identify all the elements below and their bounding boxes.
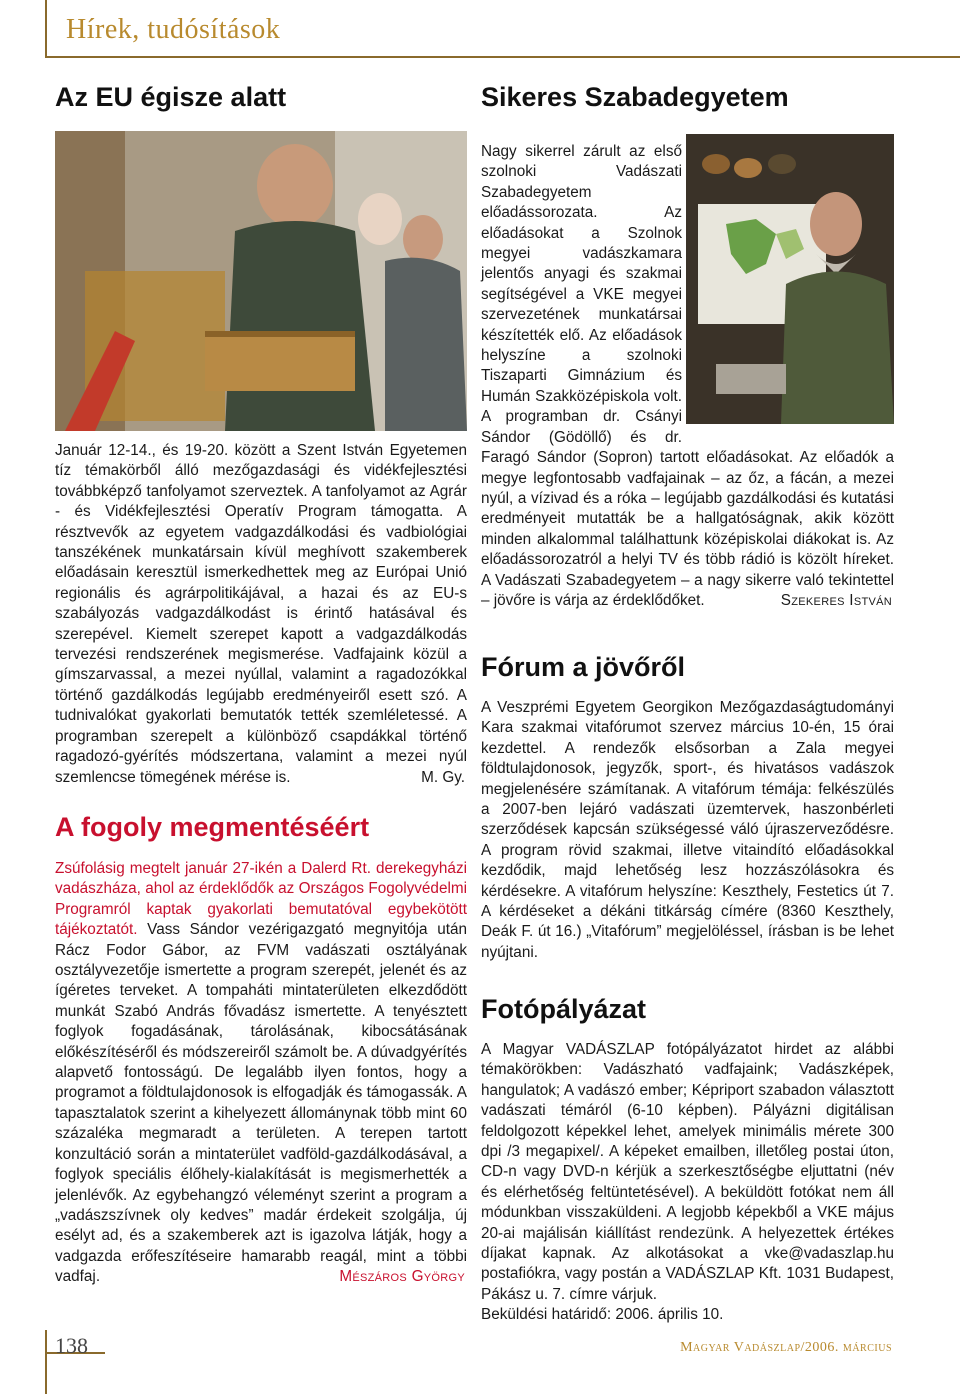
page-number: 138 [55,1333,88,1358]
eu-article-text: Január 12-14., és 19-20. között a Szent István Egyetemen tíz témakörből álló mezőgazdasági és vidékfejlesztési továbbképző tanfolyamot szerveztek. A tanfolyamot az Agrár - és Vidékfejlesztési Operatív Program támogatta. A résztvevők az egyetem vadgazdálkodási és vadbiológiai tanszékének munkatársain kívül meghívott szakemberek előadásain keresztül ismerkedhettek meg az Európai Unió regionális és agrárpolitikájával, a hazai és az EU-s szabályozás vadgazdálkodást is érintő hatásával és szerepével. Kiemelt szerepet kapott a vadgazdálkodás tervezési rendszerének megismerése. Vadfajaink közül a gímszarvassal, a mezei nyúllal, valamint a ragadozókkal történő gazdálkodás legújabb eredményeiről esett szó. A tudnivalókat gyakorlati bemutatók tették szemléletessé. A programban szerepelt a különböző csapdákkal történő ragadozó-gyérítés módszertana, valamint a mezei nyúl szemlencse tömegének mérése is. [55,442,467,786]
szabadegyetem-article-title: Sikeres Szabadegyetem [481,82,789,112]
fogoly-article-body [55,859,467,1288]
eu-article-body [55,441,467,788]
photo-float-spacer [682,142,894,438]
forum-article-title: Fórum a jövőről [481,652,686,682]
fogoly-article-title: A fogoly megmentéséért [55,812,370,842]
footer-publication: Magyar Vadászlap/2006. március [680,1340,892,1355]
eu-article-signature: M. Gy. [421,768,465,786]
foto-article-title: Fotópályázat [481,994,647,1024]
foto-article-text: A Magyar VADÁSZLAP fotópályázatot hirdet az alábbi témakörökben: Vadászható vadfajaink; Vadászképek, hangulatok; A vadászó ember; Képriport szabadon választott vadászati témáról (6-10 képben). Pályázni digitálisan feldolgozott képekkel lehet, amelyek minimális mérete 300 dpi /3 megapixel/. A képeket emailben, illetőleg postai úton, CD-n vagy DVD-n kérjük a szerkesztőségbe eljuttatni (név és elérhetőség feltüntetésével). A beküldött fotókat nem áll módunkban visszaküldeni. A legjobb képekből a VKE május 20-ai majálisán kiállítást rendezünk. A helyezettek értékes díjakat kapnak. Az alkotásokat a vke@vadaszlap.hu postafiókra, vagy postán a VADÁSZLAP Kft. 1031 Budapest, Pákász u. 7. címre várjuk. [481,1041,894,1303]
eu-article-title: Az EU égisze alatt [55,82,287,112]
forum-article-body: A Veszprémi Egyetem Georgikon Mezőgazdaságtudományi Kara szakmai vitafórumot szervez március 10-én, 15 órai kezdettel. A rendezők elsősorban a Zala megyei földtulajdonosok, jegyzők, sport-, és hivatásos vadászok megjelenésére számítanak. A vitafórum témája: felkészülés a 2007-ben lejáró vadászati üzemtervek, haszonbérleti szerződések kapcsán szükségessé váló újraszerveződésre. A program rövid szakmai, illetve vitaindító előadásokkal kezdődik, majd lehetőség lesz hozzászólásokra és kérdésekre. A vitafórum helyszíne: Keszthely, Festetics út 7. A kérdéseket a dékáni titkárság címére (8360 Keszthely, Deák F. út 16.) „Vitafórum” megjelöléssel, írásban is be lehet nyújtani. [481,699,894,961]
eu-article-photo [55,131,467,431]
szabadegyetem-article-signature: Szekeres István [780,591,892,609]
photo-seminar-icon [55,131,467,431]
footer-vertical-rule [45,1330,47,1394]
fogoly-article-lead: Zsúfolásig megtelt január 27-ikén a Dalerd Rt. derekegyházi vadászháza, ahol az érdeklődők az Országos Fogolyvédelmi Programról kaptak gyakorlati bemutatóval egybekötött tájékoztatót. [55,860,467,939]
fogoly-article-text: Vass Sándor vezérigazgató megnyitója után Rácz Fodor Gábor, az FVM vadászati osztályának osztályvezetője ismertette a program szerepét, jelenét és az ígéretes terveket. A tompaháti mintaterületen elkezdődött munkát Szabó András fővadász ismertette. A tenyésztett foglyok fogadásának, tárolásának, kibocsátásának előkészítéséről és módszereiről számolt be. A dúvadgyérítés alapvető fontosságú. De legalább ilyen fontos, hogy a programot a földtulajdonosok is elfogadják és támogassák. A tapasztalatok szerint a kihelyezett állománynak több mint 60 százaléka megmaradt a területen. A terepen tartott konzultáció során a mintaterület vadföld-gazdálkodásával, a foglyok speciális élőhely-kialakítását is megismerhették a jelenlévők. Az egybehangzó véleményt szerint a program a „vadászszívnek oly kedves” madár érdekeit szolgálja, új esélyt ad, és a szakemberek azt is igazolva látják, hogy a vadgazda erőfeszítéseire hamarabb reagál, mint a többi vadfaj. [55,921,467,1286]
szabadegyetem-article-text: Nagy sikerrel zárult az első szolnoki Vadászati Szabadegyetem előadássorozata. Az előadásokat a Szolnok megyei vadászkamara jelentős anyagi és szakmai segítségével a VKE megyei szervezetének munkatársai készítették elő. Az előadások helyszíne a szolnoki Tiszaparti Gimnázium és Humán Szakközépiskola volt. A programban dr. Csányi Sándor (Gödöllő) és dr. Faragó Sándor (Sopron) tartott előadásokat. Az előadók a megye legfontosabb vadfajainak – az őz, a fácán, a mezei nyúl, a vízivad és a róka – legújabb gazdálkodási és kutatási eredményeit mutatták be a hallgatóságnak, akik között minden alkalommal találhattunk középiskolai diákokat is. Az előadássorozatról a helyi TV és több rádió is közölt híreket. A Vadászati Szabadegyetem – a nagy sikerre való tekintettel – jövőre is várja az érdeklődőket. [481,143,894,609]
szabadegyetem-article-body [481,142,894,611]
foto-article-deadline: Beküldési határidő: 2006. április 10. [481,1306,724,1324]
section-title: Hírek, tudósítások [66,14,281,45]
fogoly-article-signature: Mészáros György [339,1268,465,1286]
foto-article-body [481,1040,894,1326]
